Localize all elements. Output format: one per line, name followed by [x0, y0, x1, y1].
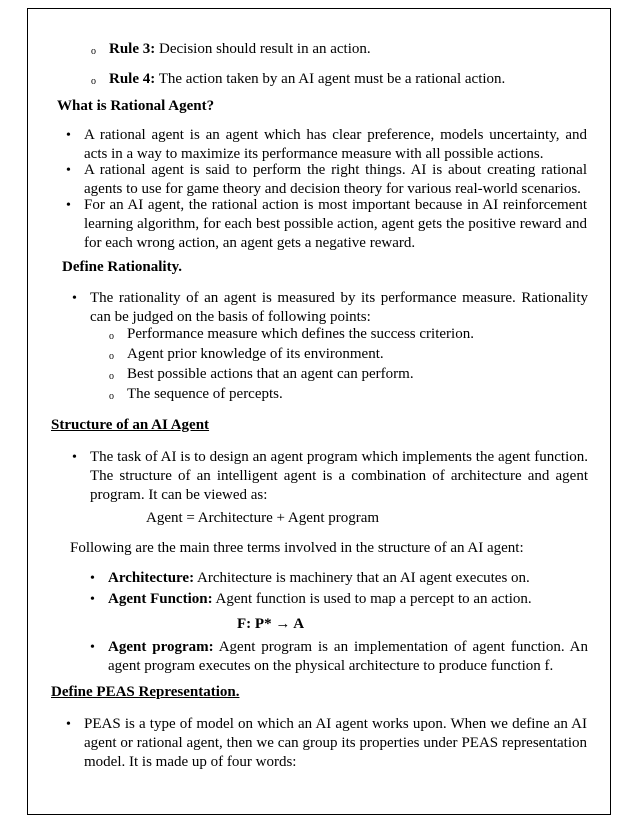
bullet-dot-icon: •	[72, 450, 77, 465]
rationality-point-2: Agent prior knowledge of its environment.	[127, 346, 384, 362]
circle-bullet-icon: o	[109, 351, 114, 362]
function-formula: F: P* → A	[237, 616, 305, 632]
circle-bullet-icon: o	[109, 371, 114, 382]
agent-formula: Agent = Architecture + Agent program	[146, 510, 380, 526]
bullet-dot-icon: •	[66, 163, 71, 178]
circle-bullet-icon: o	[91, 76, 96, 87]
circle-bullet-icon: o	[109, 331, 114, 342]
bullet-dot-icon: •	[66, 198, 71, 213]
heading-rational-agent: What is Rational Agent?	[57, 98, 215, 114]
heading-peas: Define PEAS Representation.	[51, 684, 240, 700]
rational-agent-bullet-2: A rational agent is said to perform the right things. AI is about creating rational agents to use for game theory and decision theory for various real-world scenarios.	[84, 162, 587, 197]
bullet-dot-icon: •	[72, 291, 77, 306]
term-agent-function: Agent Function: Agent function is used to map a percept to an action.	[108, 591, 532, 607]
term-architecture: Architecture: Architecture is machinery that an AI agent executes on.	[108, 570, 530, 586]
bullet-dot-icon: •	[90, 571, 95, 586]
bullet-dot-icon: •	[90, 592, 95, 607]
rationality-point-4: The sequence of percepts.	[127, 386, 283, 402]
rule-4: Rule 4: The action taken by an AI agent must be a rational action.	[109, 71, 506, 87]
rationality-point-1: Performance measure which defines the success criterion.	[127, 326, 474, 342]
peas-bullet: PEAS is a type of model on which an AI agent works upon. When we define an AI agent or rational agent, then we can group its properties under PEAS representation model. It is made up of four words:	[84, 716, 587, 770]
circle-bullet-icon: o	[91, 46, 96, 57]
heading-structure: Structure of an AI Agent	[51, 417, 210, 433]
rationality-bullet: The rationality of an agent is measured by its performance measure. Rationality can be judged on the basis of following points:	[90, 290, 588, 325]
circle-bullet-icon: o	[109, 391, 114, 402]
rational-agent-bullet-3: For an AI agent, the rational action is most important because in AI reinforcement learning algorithm, for each best possible action, agent gets the positive reward and for each wrong action, an agent gets a negative reward.	[84, 197, 587, 251]
bullet-dot-icon: •	[66, 717, 71, 732]
structure-intro: Following are the main three terms involved in the structure of an AI agent:	[70, 540, 524, 556]
term-agent-program: Agent program: Agent program is an implementation of agent function. An agent program executes on the physical architecture to produce function f.	[108, 639, 588, 674]
rational-agent-bullet-1: A rational agent is an agent which has clear preference, models uncertainty, and acts in a way to maximize its performance measure with all possible actions.	[84, 127, 587, 162]
rule-3: Rule 3: Decision should result in an action.	[109, 41, 371, 57]
bullet-dot-icon: •	[66, 128, 71, 143]
structure-bullet: The task of AI is to design an agent program which implements the agent function. The structure of an intelligent agent is a combination of architecture and agent program. It can be viewed as:	[90, 449, 588, 503]
rationality-point-3: Best possible actions that an agent can perform.	[127, 366, 414, 382]
bullet-dot-icon: •	[90, 640, 95, 655]
heading-rationality: Define Rationality.	[62, 259, 182, 275]
